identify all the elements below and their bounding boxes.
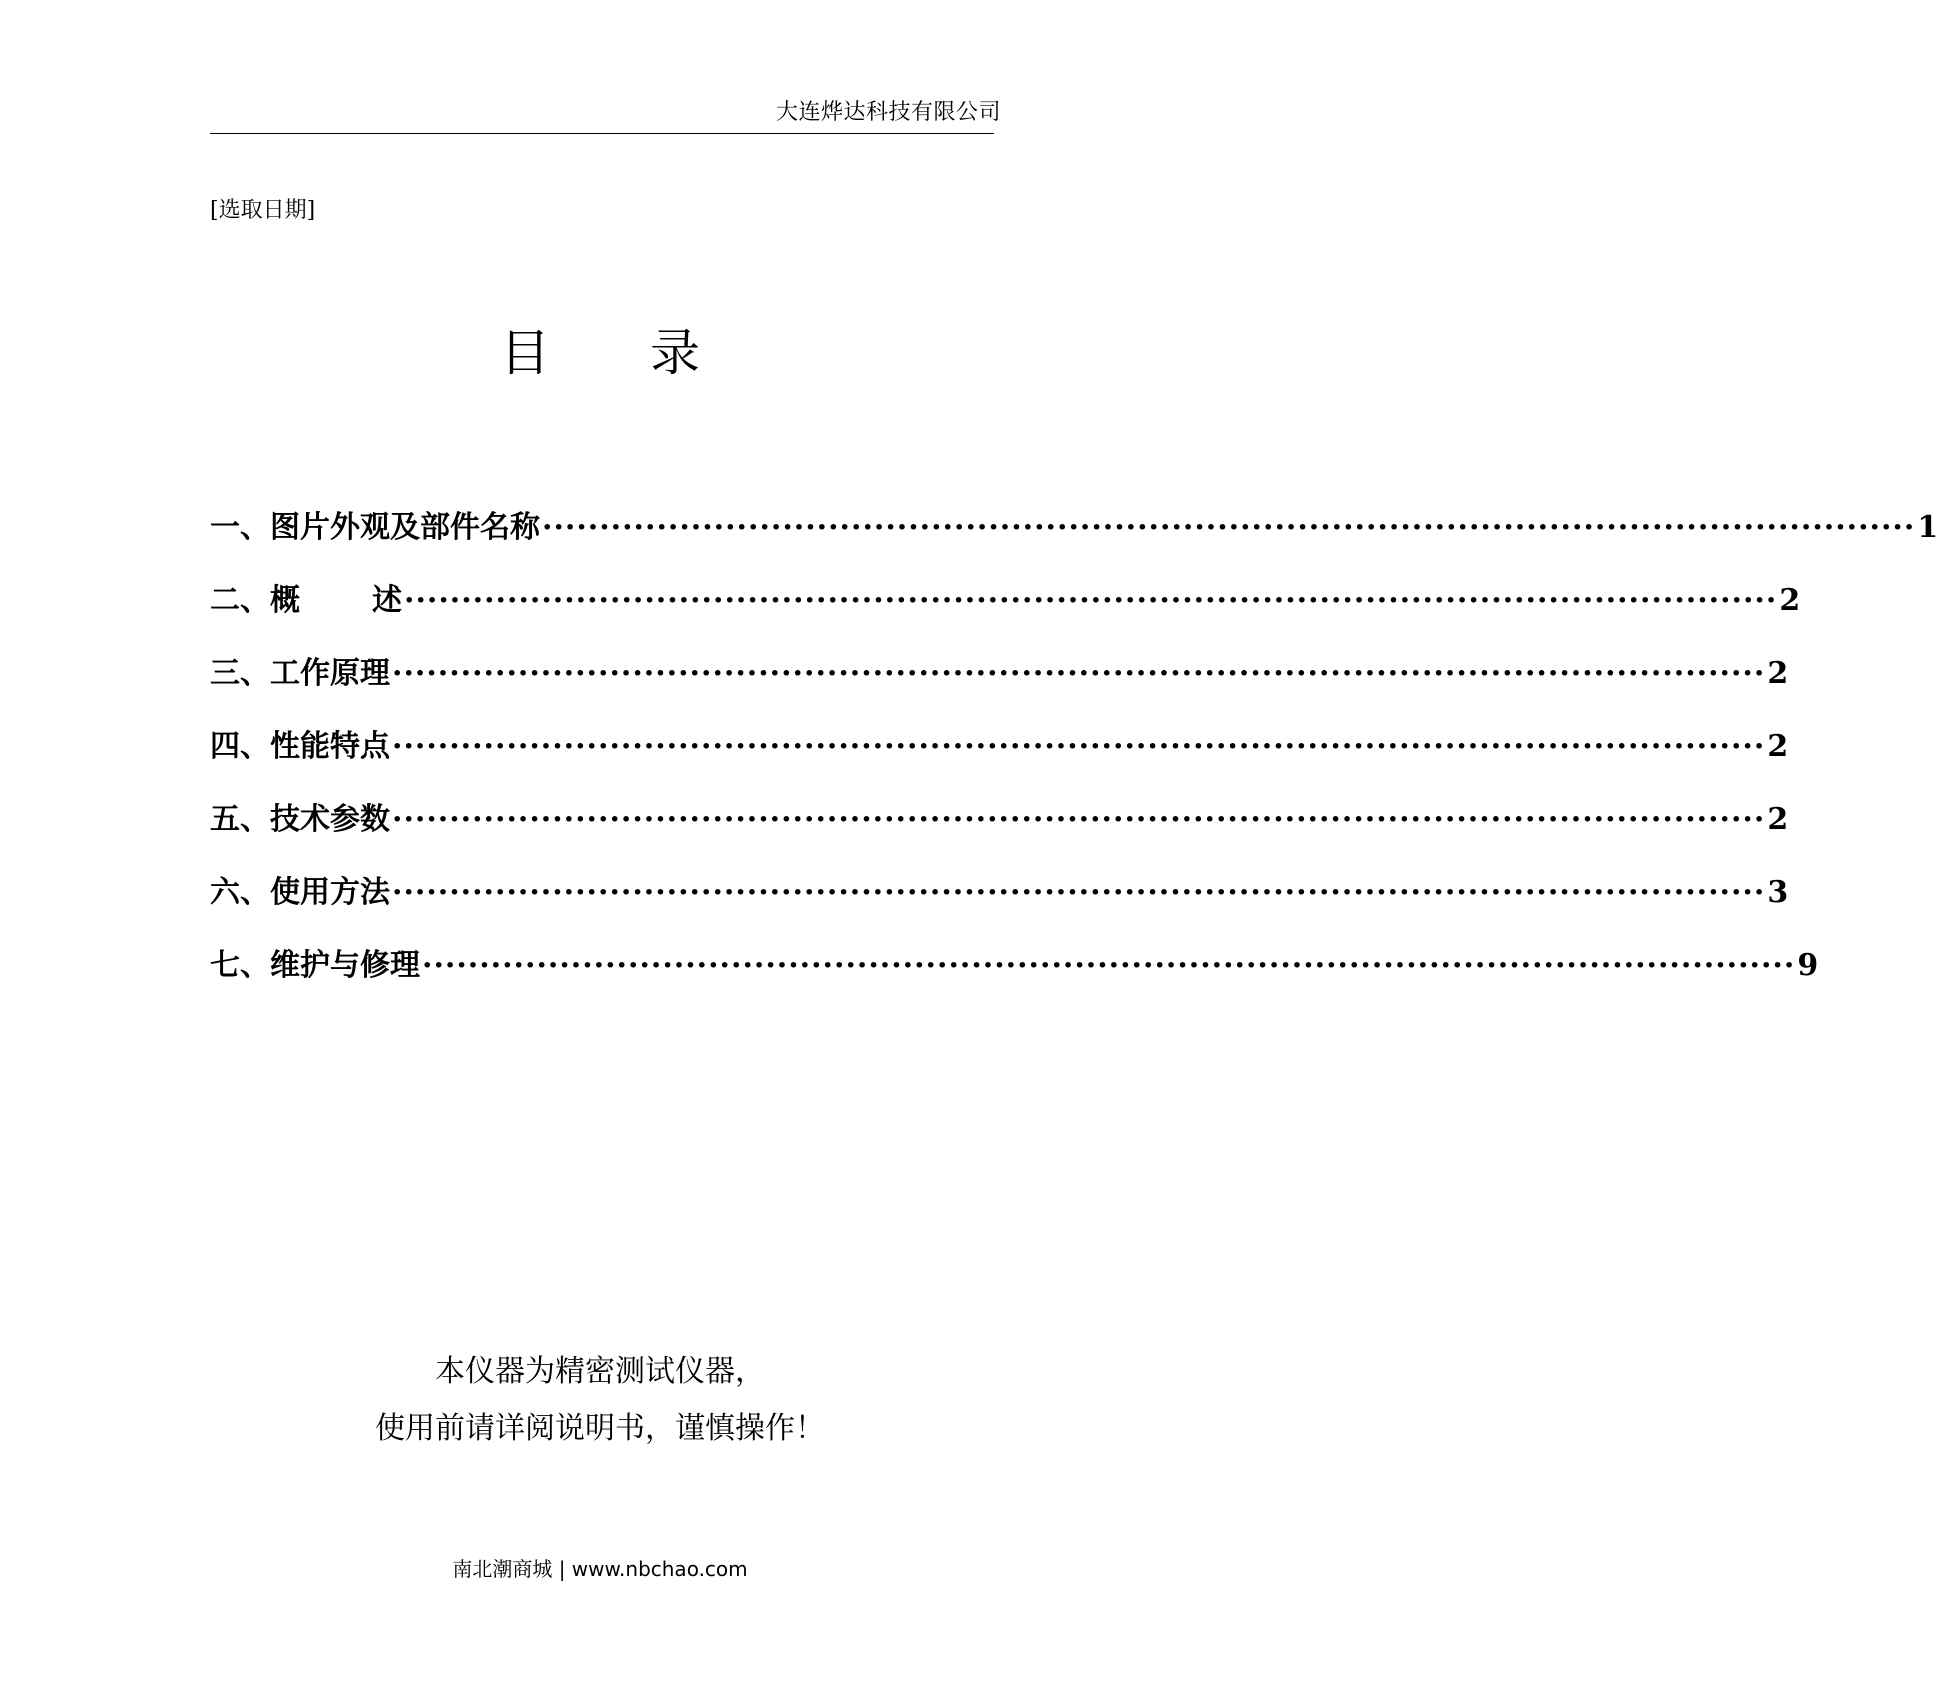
- toc-entry-label: 五、技术参数: [210, 802, 390, 837]
- toc-entry-label: 七、维护与修理: [210, 948, 420, 983]
- header-company-name: 大连烨达科技有限公司: [775, 100, 1001, 125]
- header-divider: [210, 133, 994, 134]
- toc-entry-label: 四、性能特点: [210, 729, 390, 764]
- toc-entry-page: 9: [1797, 948, 1819, 983]
- toc-title-char-2: 录: [650, 324, 700, 382]
- toc-entry-page: 1: [1917, 510, 1938, 545]
- notice-line-1: 本仪器为精密测试仪器，: [435, 1354, 765, 1389]
- toc-dot-leader: ························································································································: [392, 729, 1766, 764]
- toc-dot-leader: ························································································································: [392, 875, 1766, 910]
- toc-entry-page: 2: [1767, 729, 1789, 764]
- toc-dot-leader: ························································································································: [422, 948, 1796, 983]
- notice-line-2: 使用前请详阅说明书，谨慎操作！: [375, 1411, 825, 1446]
- toc-list: [210, 475, 1938, 986]
- toc-entry-page: 2: [1779, 583, 1801, 618]
- toc-dot-leader: ························································································································: [542, 510, 1916, 545]
- toc-dot-leader: ························································································································: [404, 583, 1778, 618]
- toc-entry[interactable]: [210, 913, 1819, 986]
- toc-entry-page: 3: [1767, 875, 1789, 910]
- toc-entry-label: 三、工作原理: [210, 656, 390, 691]
- toc-entry[interactable]: [210, 767, 1789, 840]
- toc-entry-label-part-1: 二、概: [210, 583, 300, 618]
- toc-entry-page: 2: [1767, 656, 1789, 691]
- date-placeholder: [选取日期]: [210, 198, 316, 223]
- toc-entry-label-part-2: 述: [372, 583, 402, 618]
- toc-dot-leader: ························································································································: [392, 656, 1766, 691]
- toc-entry[interactable]: [210, 621, 1789, 694]
- toc-title-char-1: 目: [500, 324, 550, 382]
- toc-entry-label: [210, 581, 402, 621]
- toc-entry-label: 一、图片外观及部件名称: [210, 510, 540, 545]
- toc-entry-label: 六、使用方法: [210, 875, 390, 910]
- footer-site-link[interactable]: 南北潮商城 | www.nbchao.com: [452, 1557, 748, 1581]
- toc-entry[interactable]: [210, 840, 1789, 913]
- toc-title: [0, 320, 1200, 386]
- toc-entry-page: 2: [1767, 802, 1789, 837]
- toc-entry[interactable]: [210, 475, 1938, 548]
- toc-entry[interactable]: [210, 548, 1801, 621]
- toc-entry[interactable]: [210, 694, 1789, 767]
- toc-dot-leader: ························································································································: [392, 802, 1766, 837]
